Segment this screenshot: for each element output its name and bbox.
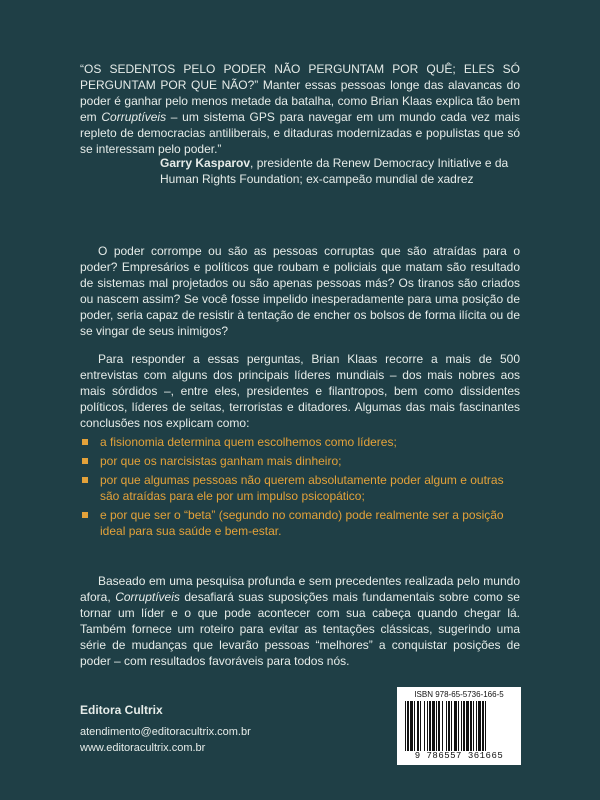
- quote-text-1: Manter essas pessoas longe das alavancas do poder é ganhar pelo menos metade da batalha, como Brian Klaas explica tão bem em: [80, 78, 520, 124]
- list-item: [82, 453, 512, 469]
- paragraph-3-part-1: Baseado em uma pesquisa profunda e sem precedentes realizada pelo mundo afora,: [80, 574, 520, 604]
- list-item: [82, 472, 512, 504]
- barcode-bar: [417, 701, 419, 751]
- barcode-bar: [427, 701, 428, 751]
- publisher-info: [80, 702, 320, 756]
- square-bullet-icon: [82, 477, 88, 483]
- barcode-bars: [405, 701, 513, 751]
- list-item: [82, 507, 512, 539]
- barcode-bar: [438, 701, 440, 751]
- attribution-role: , presidente da Renew Democracy Initiative e da Human Rights Foundation; ex-campeão mundial de xadrez: [160, 156, 509, 186]
- barcode-bar: [458, 701, 459, 751]
- barcode-bar: [407, 701, 409, 751]
- publisher-name: Editora Cultrix: [80, 703, 163, 717]
- publisher-email[interactable]: atendimento@editoracultrix.com.br: [80, 726, 251, 738]
- barcode-bar: [470, 701, 472, 751]
- barcode-bar: [446, 701, 447, 751]
- barcode-bar: [414, 701, 415, 751]
- list-item-text: a fisionomia determina quem escolhemos como líderes;: [100, 435, 397, 449]
- attribution-name: Garry Kasparov: [160, 156, 251, 170]
- barcode-bar: [451, 701, 452, 751]
- barcode-bar: [485, 701, 486, 751]
- publisher-site[interactable]: www.editoracultrix.com.br: [80, 742, 206, 754]
- barcode-digits: 9 786557 361665: [414, 751, 504, 761]
- list-item-text: e por que ser o “beta” (segundo no comando) pode realmente ser a posição ideal para sua saúde e bem-estar.: [100, 508, 504, 538]
- square-bullet-icon: [82, 512, 88, 518]
- barcode-bar: [442, 701, 443, 751]
- paragraph-1-text: O poder corrompe ou são as pessoas corruptas que são atraídas para o poder? Empresários e políticos que roubam e policiais que matam são resultado de sistemas mal projetados ou são apenas pessoas más? Os tiranos são criados ou nascem assim? Se você fosse impelido inesperadamente para uma posição de poder, seria capaz de resistir à tentação de encher os bolsos de forma ilícita ou de se vingar de seus inimigos?: [80, 244, 520, 338]
- isbn-label: ISBN 978-65-5736-166-5: [414, 690, 504, 699]
- body-paragraph-1: [80, 243, 520, 339]
- barcode-bar: [482, 701, 484, 751]
- quote-text-2: – um sistema GPS para navegar em um mundo cada vez mais repleto de democracias antiliberais, e ditaduras modernizadas e populistas que só se interessam pelo poder.”: [80, 110, 520, 156]
- paragraph-3-text: [80, 573, 520, 669]
- paragraph-3-book-title: Corruptíveis: [115, 590, 180, 604]
- barcode-bar: [420, 701, 421, 751]
- conclusions-list: [82, 434, 512, 542]
- list-item: [82, 434, 512, 450]
- barcode-bar: [461, 701, 462, 751]
- barcode-bar: [466, 701, 469, 751]
- barcode-bar: [473, 701, 474, 751]
- barcode-bar: [463, 701, 465, 751]
- barcode-bar: [476, 701, 477, 751]
- paragraph-3-part-2: desafiará suas suposições mais fundamentais sobre como se tornar um líder e o que pode acontecer com sua cabeça quando chegar lá. Também fornece um roteiro para evitar as tentações clássicas, sugerindo uma série de mudanças que levarão pessoas “melhores” a conquistar posições de poder – com resultados favoráveis para todos nós.: [80, 590, 520, 668]
- barcode-bar: [429, 701, 431, 751]
- isbn-barcode: [397, 687, 521, 765]
- square-bullet-icon: [82, 439, 88, 445]
- quote-attribution: [160, 155, 520, 187]
- body-paragraph-3: [80, 573, 520, 669]
- square-bullet-icon: [82, 458, 88, 464]
- barcode-bar: [436, 701, 437, 751]
- barcode-bar: [454, 701, 457, 751]
- barcode-bar: [405, 701, 406, 751]
- barcode-bar: [424, 701, 425, 751]
- endorsement-quote: [80, 61, 520, 157]
- barcode-bar: [410, 701, 413, 751]
- quote-lead: “OS SEDENTOS PELO PODER NÃO PERGUNTAM POR QUÊ; ELES SÓ PERGUNTAM POR QUE NÃO?”: [80, 62, 520, 92]
- body-paragraph-2: [80, 351, 520, 431]
- barcode-bar: [432, 701, 435, 751]
- list-item-text: por que os narcisistas ganham mais dinheiro;: [100, 454, 342, 468]
- list-item-text: por que algumas pessoas não querem absolutamente poder algum e outras são atraídas para ele por um impulso psicopático;: [100, 473, 504, 503]
- barcode-bar: [448, 701, 450, 751]
- barcode-bar: [478, 701, 481, 751]
- quote-book-title: Corruptíveis: [101, 110, 167, 124]
- paragraph-2-text: Para responder a essas perguntas, Brian Klaas recorre a mais de 500 entrevistas com alguns dos principais líderes mundiais – dos mais nobres aos mais sórdidos –, entre eles, presidentes e filantropos, bem como dissidentes políticos, líderes de seitas, terroristas e ditadores. Algumas das mais fascinantes conclusões nos explicam como:: [80, 352, 520, 430]
